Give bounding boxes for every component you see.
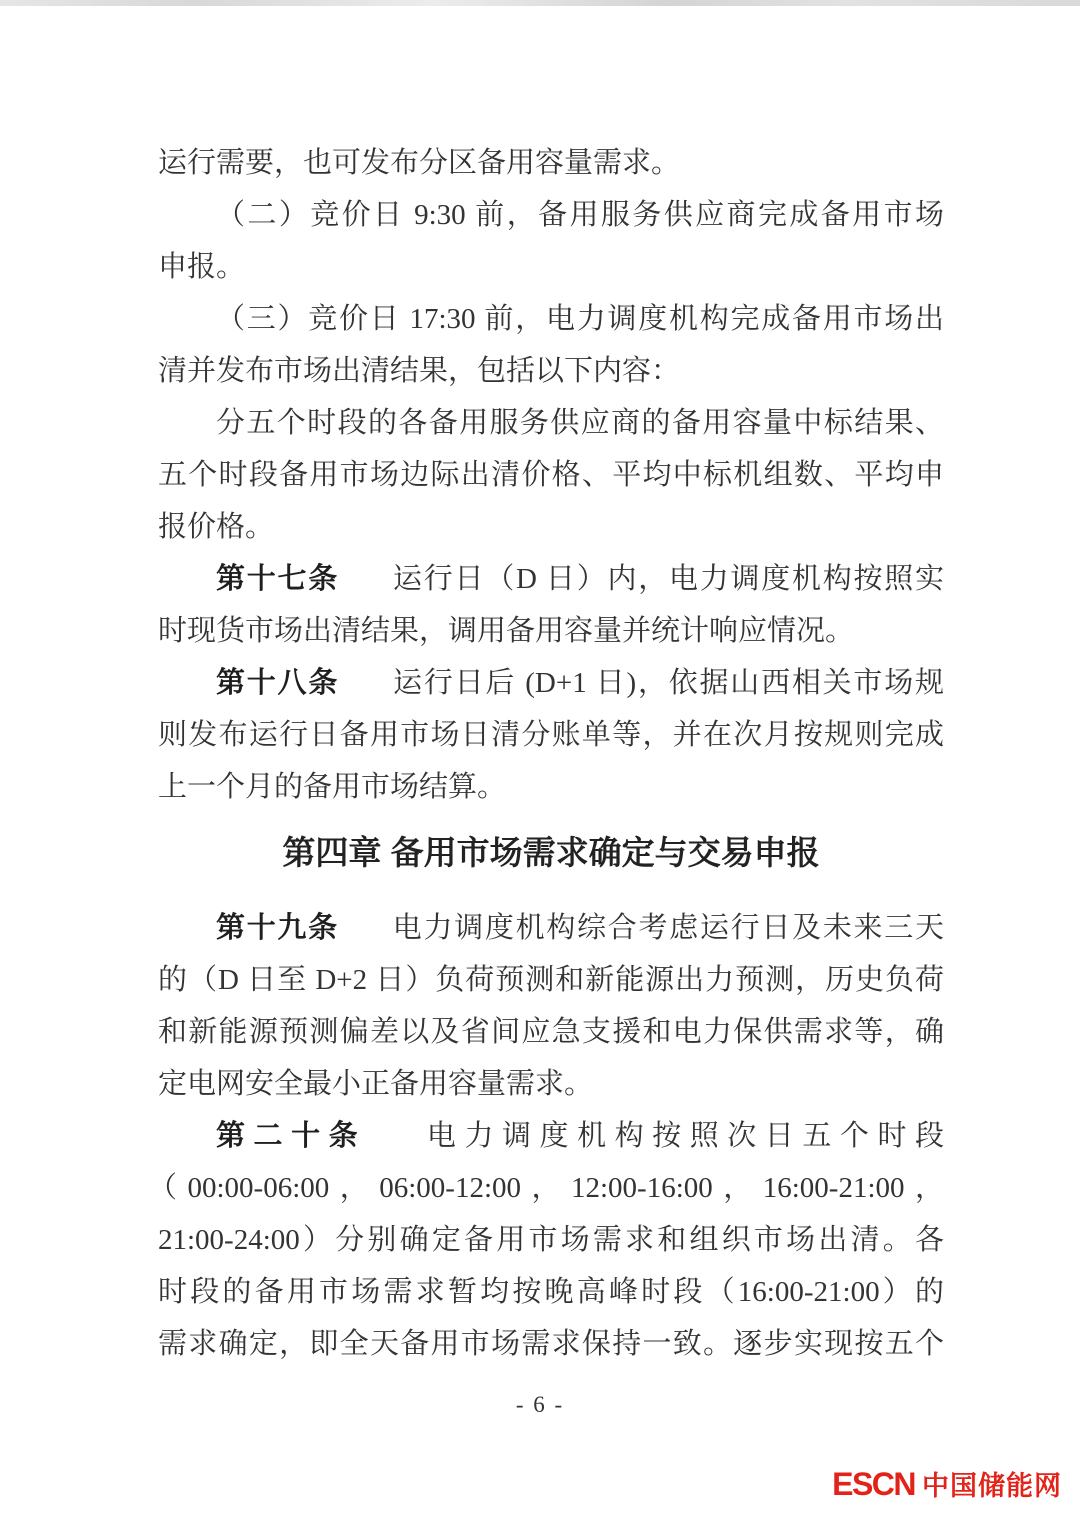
article-line <box>158 902 944 954</box>
article-line <box>158 657 944 709</box>
text-line: 时现货市场出清结果，调用备用容量并统计响应情况。 <box>158 615 855 647</box>
text-line: 21:00-24:00）分别确定备用市场需求和组织市场出清。各 <box>158 1224 944 1256</box>
article-line <box>158 1110 944 1162</box>
text-line: 分五个时段的各备用服务供应商的备用容量中标结果、 <box>216 407 944 439</box>
text-line: 时段的备用市场需求暂均按晚高峰时段（16:00-21:00）的 <box>158 1276 944 1308</box>
text-line: 运行需要，也可发布分区备用容量需求。 <box>158 147 681 179</box>
article-number-label: 第十九条 <box>216 912 339 944</box>
escn-logo-latin: ESCN <box>832 1466 915 1502</box>
article-text: 运行日后 (D+1 日)，依据山西相关市场规 <box>391 667 944 699</box>
article-text: 电力调度机构按照次日五个时段 <box>418 1120 944 1152</box>
text-line: 定电网安全最小正备用容量需求。 <box>158 1068 594 1100</box>
article-line <box>158 553 944 605</box>
page-number: - 6 - <box>515 1392 565 1417</box>
escn-logo-chinese: 中国储能网 <box>922 1471 1062 1501</box>
text-line: 上一个月的备用市场结算。 <box>158 771 507 803</box>
text-line: （三）竞价日 17:30 前，电力调度机构完成备用市场出 <box>216 303 944 335</box>
text-line: 则发布运行日备用市场日清分账单等，并在次月按规则完成 <box>158 719 944 751</box>
article-text: 电力调度机构综合考虑运行日及未来三天 <box>391 912 944 944</box>
text-line: 五个时段备用市场边际出清价格、平均中标机组数、平均申 <box>158 459 944 491</box>
document-body <box>148 137 944 1370</box>
article-number-label: 第十八条 <box>216 667 340 699</box>
text-line: （00:00-06:00，06:00-12:00，12:00-16:00，16:00-21:00， <box>148 1172 944 1204</box>
chapter-heading: 第四章 备用市场需求确定与交易申报 <box>282 834 820 871</box>
text-line: 清并发布市场出清结果，包括以下内容： <box>158 355 681 387</box>
text-line: （二）竞价日 9:30 前，备用服务供应商完成备用市场 <box>216 199 944 231</box>
article-text: 运行日（D 日）内，电力调度机构按照实 <box>391 563 944 595</box>
text-line: 需求确定，即全天备用市场需求保持一致。逐步实现按五个 <box>158 1328 944 1360</box>
article-number-label: 第二十条 <box>216 1120 367 1152</box>
scan-edge-strip <box>0 0 1080 6</box>
text-line: 和新能源预测偏差以及省间应急支援和电力保供需求等，确 <box>158 1016 944 1048</box>
escn-logo <box>832 1464 1062 1503</box>
text-line: 报价格。 <box>158 511 275 543</box>
article-number-label: 第十七条 <box>216 563 340 595</box>
text-line: 的（D 日至 D+2 日）负荷预测和新能源出力预测，历史负荷 <box>158 964 944 996</box>
text-line: 申报。 <box>158 251 246 283</box>
